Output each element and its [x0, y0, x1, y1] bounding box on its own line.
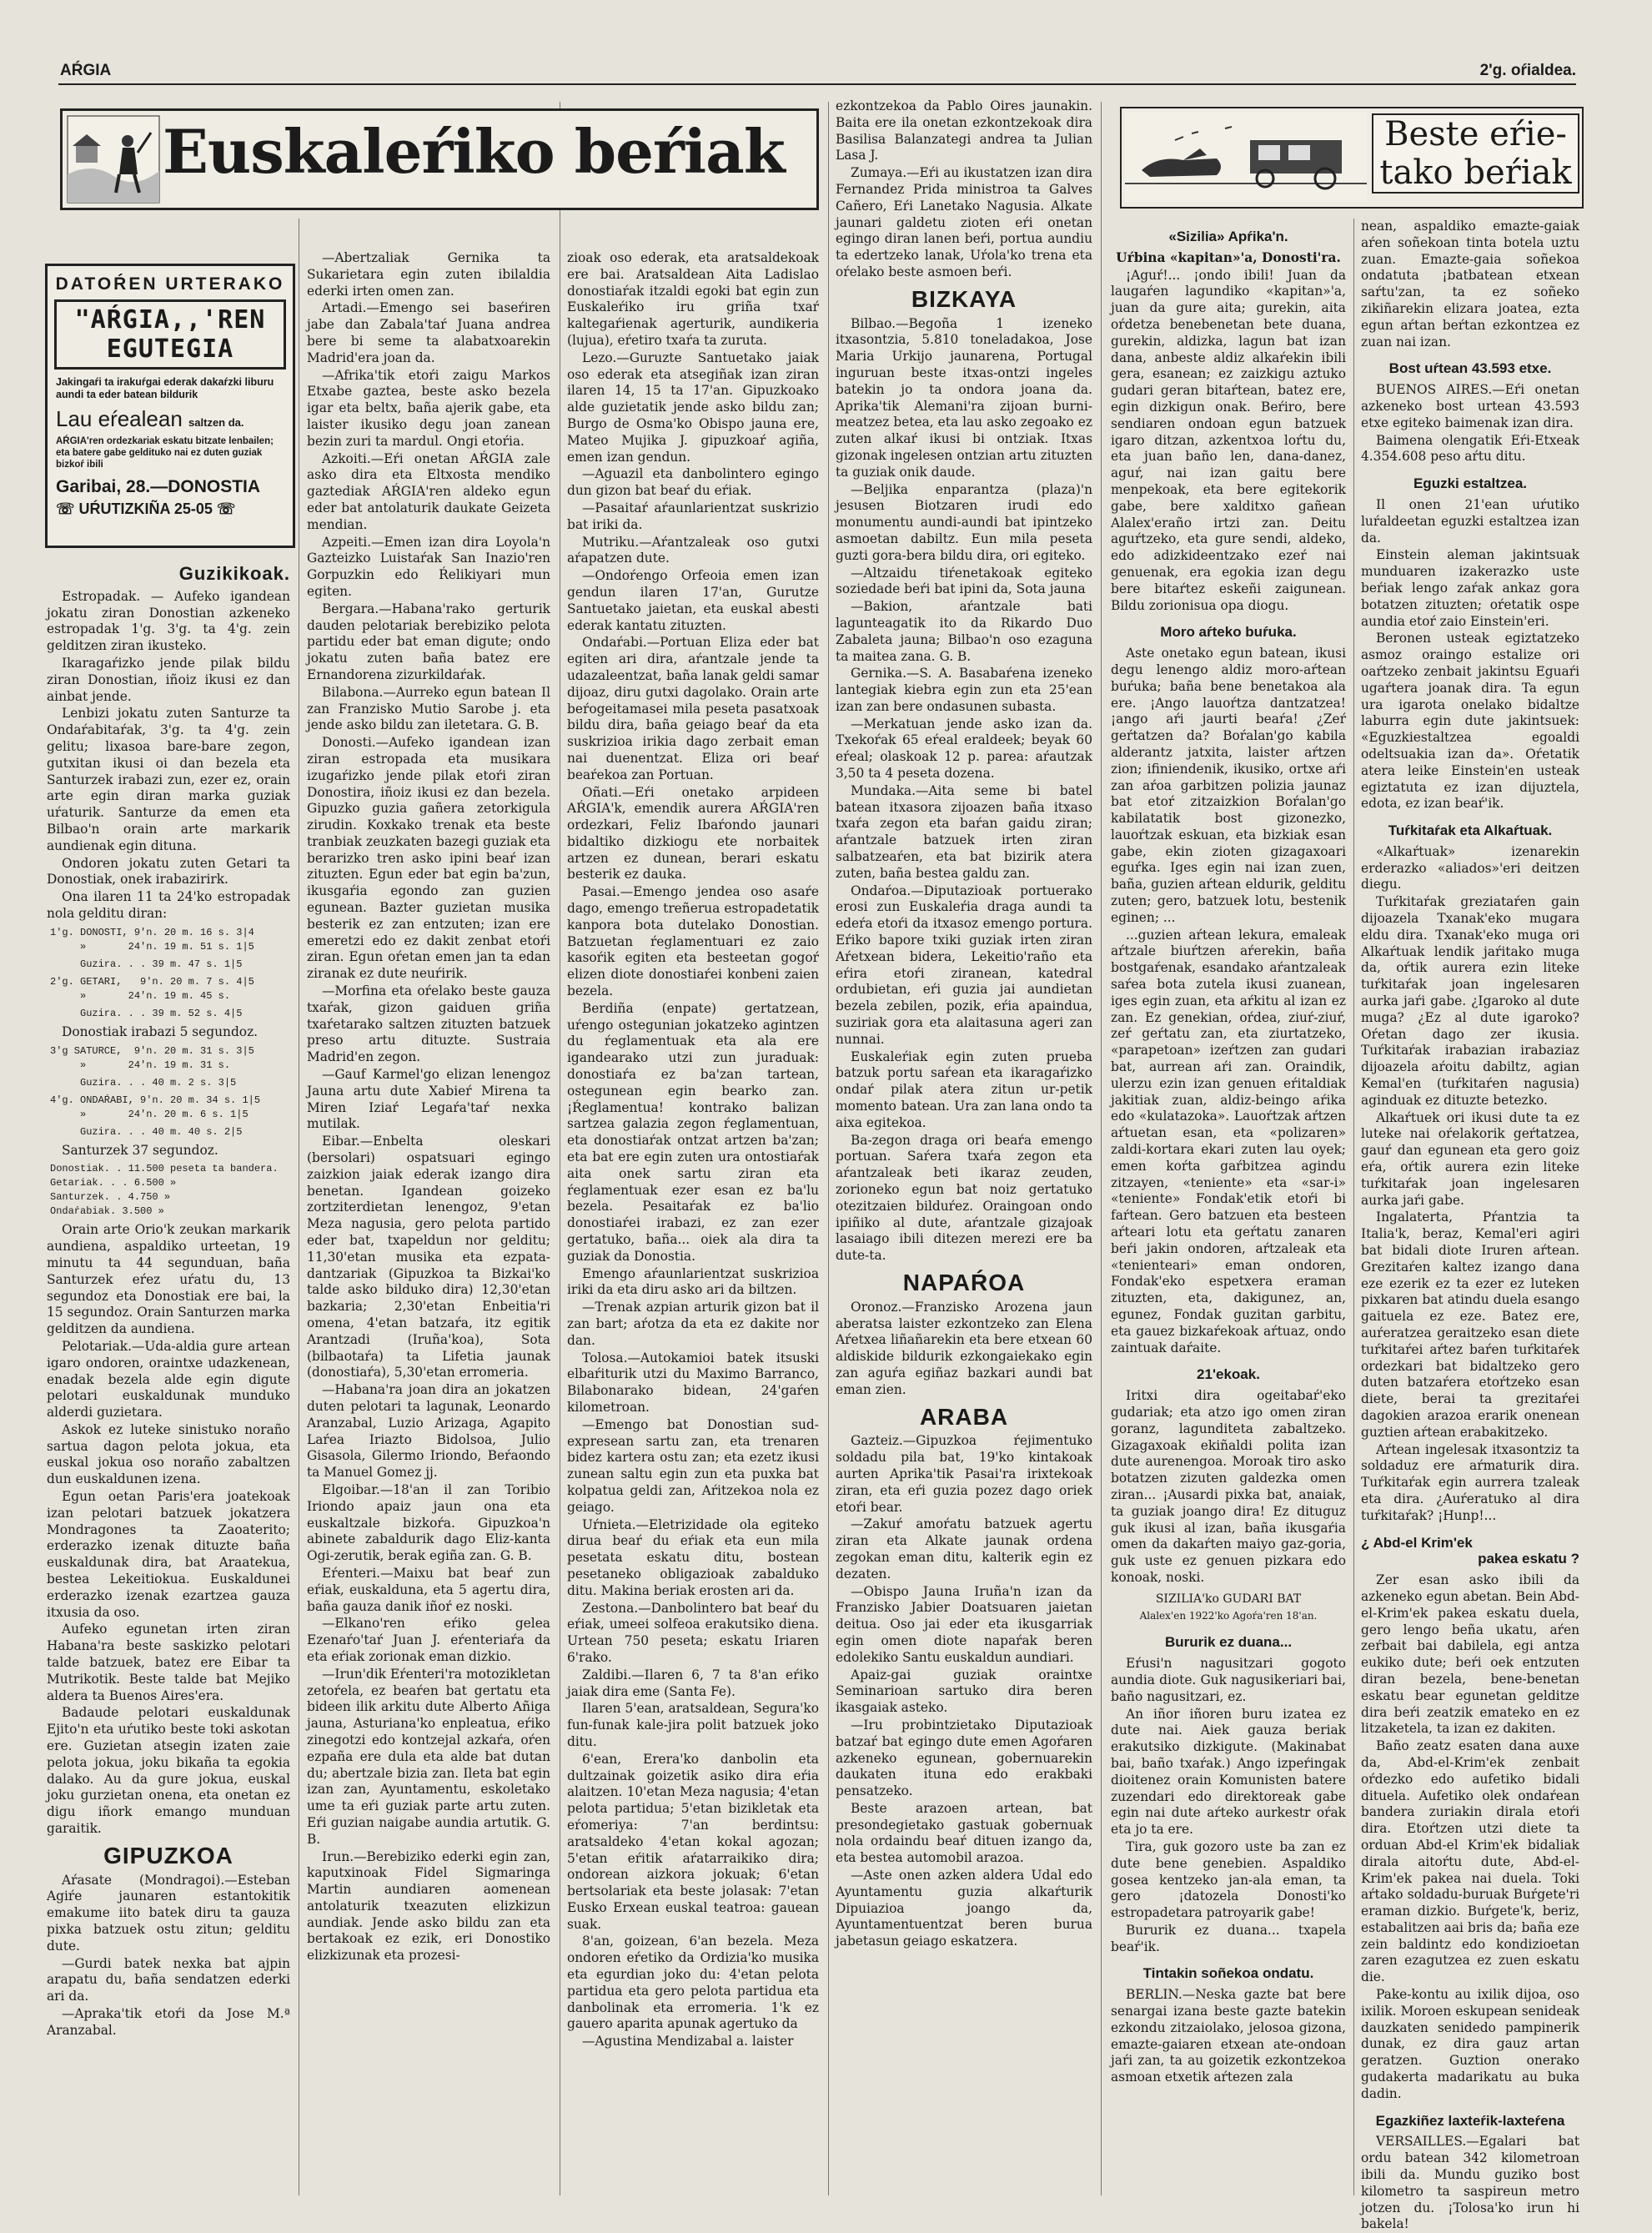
- column-rule: [1101, 102, 1102, 2195]
- column-rule: [828, 102, 829, 2195]
- article-paragraph: Zestona.—Danbolintero bat beaŕ du eŕiak, umeei solfeoa erakutsiko diena. Urtean 750 peseta; eskatu Iriaren 6'rako.: [567, 1600, 819, 1665]
- article-paragraph: ¡Aguŕ!... ¡ondo ibili! Juan da laugaŕen lagundiko «kapitan»'a, juan da gure aita; gurekin, aita oŕdetza benebenetan bete duana, gurekin, aldizka, lagun bat izan dana, anbeste aldiz alkaŕekin ibili gera, esanean; ez zaizkigu aztuko gudari geran bitaŕtean, batez ere, egin dizkigun onak. Beŕiro, bere sendiaren ondoan egun batzuek igaro ditzan, azkentxoa loŕtu du, eta juan baño len, dana-danez, aguŕ, nai izan gaitu bere menpekoak, eta bere egitekorik gabe, bere xalditxo gañean Alalex'eraño irtzi zan. Deitu aguŕtzeko, eta gure sendi, aldeko, edo adizkideentzako ezeŕ nai genuenak, era egokia izan degu bere bitaŕtez eskeñi zaigunean. Bildu zorionisua opa diogu.: [1111, 267, 1346, 613]
- article-paragraph: Il onen 21'ean uŕutiko luŕaldeetan eguzki estaltzea izan da.: [1361, 496, 1579, 546]
- column-3: [567, 250, 819, 2200]
- article-paragraph: Emengo aŕaunlarientzat suskrizioa iriki da eta diru asko ari da biltzen.: [567, 1265, 819, 1298]
- article-paragraph: Apaiz-gai guziak oraintxe Seminarioan sartuko dira beren ikasgaiak asteko.: [836, 1667, 1092, 1716]
- article-paragraph: —Emengo bat Donostian sud-expresean sartu zan, eta trenaren bidez kartera ostu zan; eta ezetz ikusi zunean saltu egin zun eta puxka bat kolpatua geldi zan, Aŕitzekoa nola ez geiago.: [567, 1416, 819, 1515]
- article-paragraph: —Agustina Mendizabal a. laister: [582, 2034, 794, 2049]
- article-paragraph: Gernika.—S. A. Basabaŕena izeneko lantegiak kiebra egin zun eta 25'ean izan zan bere ondasunen subasta.: [836, 666, 1092, 714]
- ad-title: "AŔGIA,,'REN EGUTEGIA: [54, 299, 286, 370]
- article-paragraph: Bilbao.—Begoña 1 izeneko itxasontzia, 5.810 toneladakoa, Jose Maria Urkijo jaunarena, Portugal inguruan beste itxas-ontzi ingeles batekin jo ta ondora joana da. Aprika'tik Alemani'ra zijoan burni-meatzez betea, eta lau asko zegoako ez zuten alkaŕ ikusi bi ontziak. Itxas gizonak ingelesen ontzian artu zituzten ta guziak onik daude.: [836, 315, 1092, 480]
- article-paragraph: Uŕnieta.—Eletrizidade ola egiteko dirua beaŕ du eŕiak eta eun mila pesetata eskatu ditu, bostean pesetaneko obligazioak zabalduko ditu. Makina beriak erosten ari da.: [567, 1516, 819, 1598]
- column-2: [307, 250, 550, 2200]
- article-paragraph: Ilaren 5'ean, aratsaldean, Segura'ko fun-funak kale-jira polit batzuek joko ditu.: [567, 1701, 819, 1749]
- section-title-araba: ARABA: [919, 1403, 1009, 1430]
- column-4: [836, 98, 1092, 2200]
- subheading: Egazkiñez laxteŕik-laxteŕena: [1375, 2112, 1565, 2129]
- article-paragraph: Oronoz.—Franzisko Arozena jaun aberatsa laister ezkontzeko zan Elena Aŕetxea liñañarekin eta bere etxean 60 aldiskide bildurik ezkongaiekako egin zan aguŕa egiñaz bazkari aundi bat eman zien.: [836, 1299, 1092, 1397]
- article-paragraph: Egun oetan Paris'era joatekoak izan pelotari batzuek jokatzera Mondragones ta Zaoaterito; erderazko izenak dituzte baña euskaldunak dira, bat Araatekua, bestea Lekeitiokua. Euskaldunei erderazko izenak ezartzea gauza itxusia da oso.: [47, 1489, 290, 1620]
- article-paragraph: —Abertzaliak Gernika ta Sukarietara egin zuten ibilaldia ederki irten omen zan.: [307, 250, 550, 299]
- subheading: pakea eskatu ?: [1478, 1551, 1579, 1567]
- regatta-result: 4'g. ONDAŔABI, 9'n. 20 m. 34 s. 1|5 » 24'n. 20 m. 6 s. 1|5: [50, 1094, 261, 1120]
- subheading: Moro aŕteko buŕuka.: [1160, 624, 1297, 641]
- article-paragraph: —Apraka'tik etoŕi da Jose M.ª Aranzabal.: [47, 2005, 290, 2038]
- section-title-bizkaya: BIZKAYA: [911, 285, 1017, 312]
- beste-erietako-masthead: [1120, 107, 1584, 209]
- article-paragraph: —Trenak azpian arturik gizon bat il zan bart; aŕotza da eta ez dakite nor dan.: [567, 1300, 819, 1348]
- article-paragraph: 6'ean, Erera'ko danbolin eta dultzainak goizetik asiko dira eŕia alaitzen. 10'etan Meza nagusia; 4'etan pelota partidua; 5'etan bizikletak eta eŕomeriya: 7'an berdintsu: aratsaldeko 4'etan kokal agozan; 5'etan eŕitik aŕatarraikiko dira; ondorean aizkora jokuak; 6'etan bertsolariak eta beste jolasak: 7'etan Eusko Erxean euskal teatroa: gauean suak.: [567, 1751, 819, 1932]
- article-paragraph: Azkoiti.—Eŕi onetan AŔGIA zale asko dira eta Eltxosta mendiko gaztediak AŔGIA'ren aldeko egun eder bat antolaturik daukate Geizeta mendian.: [307, 450, 550, 532]
- article-paragraph: Elgoibar.—18'an il zan Toribio Iriondo apaiz jaun ona eta euskaltzale bizkoŕa. Gipuzkoa'n abinete zabaldurik dago Eliz-kanta Ogi-zerutik, berak egiña zan. G. B.: [307, 1481, 550, 1564]
- article-paragraph: Aŕasate (Mondragoi).—Esteban Agiŕe jaunaren estantokitik emakume iito batek diru ta gauza pixka batzuek ostu zitun; gelditu dute.: [47, 1872, 290, 1954]
- article-paragraph: Tira, guk gozoro uste ba zan ez dute bene genebien. Aspaldiko gosea kentzeko jan-ala eman, ta gero ¡datozela Donosti'ko estropadetara patroyarik gabe!: [1111, 1838, 1346, 1921]
- article-paragraph: VERSAILLES.—Egalari bat ordu batean 342 kilometroan ibili da. Mundu guziko bost kilometro ta saspireun metro jotzen du. ¡Tolosa'ko irun hi bakela!: [1361, 2134, 1579, 2232]
- article-paragraph: —Afrika'tik etoŕi zaigu Markos Etxabe gaztea, beste asko bezela igar eta beltx, baña ajerik gabe, eta laister ikusiko degu joan zanean bezin zuri ta mardul. Ongi etoŕia.: [307, 367, 550, 449]
- article-paragraph: ezkontzekoa da Pablo Oires jaunakin. Baita ere ila onetan ezkontzekoak dira Basilisa Balanzategi andrea ta Julian Lasa J.: [836, 98, 1092, 163]
- stagecoach-illustration-icon: [1125, 112, 1367, 202]
- article-paragraph: —Beljika enparantza (plaza)'n jesusen Biotzaren irudi edo monumentu aundi-aundi bat ipintzeko asmoetan dabiltz. Eun mila peseta guzti gora-bera bildu dira, ori egiteko.: [836, 481, 1092, 563]
- article-paragraph: Aufeko egunetan irten ziran Habana'ra beste saskizko pelotari talde batzuek, batez ere Eibar ta Mutrikotik. Beste talde bat Mejiko aldera ta Buenos Aires'era.: [47, 1622, 290, 1703]
- article-paragraph: —Obispo Jauna Iruña'n izan da Franzisko Jabier Doatsuaren jaietan deitua. Oso jai eder eta ikusgarriak egin omen diote napaŕak beren edolekiko Santu euskaldun aundiari.: [836, 1583, 1092, 1665]
- euskaleriko-masthead: [60, 108, 819, 210]
- regatta-result: Guzira. . . 40 m. 40 s. 2|5: [50, 1125, 243, 1138]
- article-paragraph: Berdiña (enpate) gertatzean, uŕengo ostegunian jokatzeko agintzen du ŕeglamentuak eta ala ere igandearako utzi zun juraduak: donostiaŕa ez ba'zan tartean, ostegunean egin bearko zan. ¡Ŕeglamentua! kontrako balizan sartzea galazia zegon ŕeglamentuan, eta donostiaŕak ontzat artzen ba'zan; eta bat ere egin zuten ura ontostiaŕak aita onek sartu ziran eta ŕeglamentuak ezer esan ez ba'lu bezela. Pesaitaŕak ez ba'lio donostiaŕei irabazi, ez zan ezer gertatuko, baña... oiek ala dira ta guziak da Donostia.: [567, 1000, 819, 1264]
- article-paragraph: —Merkatuan jende asko izan da. Txekoŕak 65 eŕeal eraldeek; beyak 60 eŕeal; olaskoak 12 p. parea: aŕautzak 3,50 ta 4 peseta dozena.: [836, 716, 1092, 782]
- ad-phone: ☏ UŔUTIZKIÑA 25-05 ☏: [56, 500, 236, 517]
- article-paragraph: ...guzien aŕtean lekura, emaleak aŕtzale biuŕtzen aŕerekin, baña bostgaŕenak, esandako aŕantzaleak saŕea bota zutela ikusi zuanean, iges egin zuan, eta aŕkitu al izan ez zan. Ez genekian, oŕdea, ziuŕ-ziuŕ, zeŕ geŕtatu zan, eta ziurtatzeko, «parapetoan» izeŕtzen zan gudari bat, aurrean aŕi zan. Oraindik, ulerzu ezin izan genuen eŕitaldiak jakitiak zuan, aldiz-beingo aŕika edo «kulatazoka». Lauoŕtzak aŕtzen aŕtuetan esan, eta «polizaren» zaldi-kortara ekari zuten lau oyek; emen koŕta gaŕbitzea agindu zitzayen, «teniente» eta «sar-i» «teniente» Fondak'etik etoŕi bi faŕtean. Gero batzuen eta besteen aŕteari lotu eta geŕtatu zanaren beŕi jakin ondoren, aŕtzaleak eta «tenienteari» eman ondoren, Fondak'eko espetxera eraman zituzten, eta, dakigunez, an, egunez, Fondak guzitan garbitu, eta gauez bizkaŕekoak aŕtuaz, ondo zaintuak daŕaite.: [1111, 927, 1346, 1355]
- article-paragraph: Eibar.—Enbelta oleskari (bersolari) ospatsuari egingo zaizkion jaiak ederak izango dira benetan. Igandean goizeko zortziterdietan lenengoz, 9'etan Meza nagusia, gero pelota partido eder bat, txapeldun nor gelditu; 11,30'etan musika eta ezpata-dantzariak (Gipuzkoa ta Bizkai'ko talde asko bilduko dira) 12,30'etan bazkaria; 2,30'etan Enbeitia'ri omena, 4'etan batzaŕa, itz egitik Arantzadi (Iruña'koa), Sota (bilbaotaŕa) ta Lifetia jaunak (donostiaŕa), 5,30'etan erromeria.: [307, 1134, 550, 1381]
- article-paragraph: —Gurdi batek nexka bat ajpin arapatu du, baña sendatzen ederki ari da.: [47, 1955, 290, 2004]
- masthead-title: Euskaleŕiko beŕiak: [163, 116, 785, 187]
- regatta-result: Guzira. . . 39 m. 47 s. 1|5: [50, 958, 243, 970]
- article-paragraph: —Bakion, aŕantzale bati lagunteagatik ito da Rikardo Duo Zabaleta jauna; Bilbao'n oso ezaguna ta maitea zana. G. B.: [836, 599, 1092, 664]
- subheading: «Sizilia» Apŕika'n.: [1168, 229, 1288, 244]
- article-paragraph: Euskaleŕiak egin zuten prueba batzuk portu saŕean eta ikaragaŕizko ondaŕ pilak atera zitun ur-petik momento batean. Ura zan lana ondo ta aixa egitekoa.: [836, 1049, 1092, 1130]
- article-paragraph: Tuŕkitaŕak greziataŕen gain dijoazela Txanak'eko mugara eldu dira. Txanak'eko muga ori Alkaŕtuak lendik jaŕitako muga da, oŕtik aurera ezin liteke tuŕkitaŕak joan ingelesaren aurka jaŕi gabe. ¿Igaroko al dute muga? ¿Ez al dute igaroko? Oŕetan dago zer ikusia. Tuŕkitaŕak irabazian irabaziaz dijoazela aŕoitu dabiltz, agian Kemal'en (tuŕkitaŕen nagusia) aginduak ez dituzte betezko.: [1361, 894, 1579, 1108]
- article-paragraph: Oñati.—Eŕi onetako arpideen AŔGIA'k, emendik aurera AŔGIA'ren ordezkari, Feliz Ibaŕondo jaunari bidaltiko dizkiogu ete norbaitek artzen ez dunean, berari eskatu besterik ez dauka.: [567, 784, 819, 883]
- ad-price: Lau eŕealean saltzen da.: [56, 406, 244, 431]
- article-paragraph: Eŕusi'n nagusitzari gogoto aundia diote. Guk nagusikeriari bai, baño nagusitzari, ez.: [1111, 1656, 1346, 1704]
- subheading: Tuŕkitaŕak eta Alkaŕtuak.: [1388, 822, 1553, 839]
- column-rule: [1353, 219, 1354, 2195]
- article-paragraph: Mundaka.—Aita seme bi batel batean itxasora zijoazen baña itxaso txaŕa zegon eta baŕan gaidu ziran; aŕantzale batzuek irten ziran salbatzeaŕen, eta bat bizirik atera zuten, baña bestea galdu zan.: [836, 782, 1092, 881]
- subheading: ¿ Abd-el Krim'ek: [1361, 1534, 1473, 1551]
- article-paragraph: zioak oso ederak, eta aratsaldekoak ere bai. Aratsaldean Aita Ladislao donostiaŕak itzaldi egoki bat egin zun Euskaleŕiko iru griña txaŕ kaltegaŕienak agerturik, aundikeria (lujua), eŕetiro txaŕa ta zuruta.: [567, 250, 819, 348]
- article-paragraph: —Aguazil eta danbolintero egingo dun gizon bat beaŕ du eŕiak.: [567, 466, 819, 499]
- article-paragraph: 8'an, goizean, 6'an bezela. Meza ondoren eŕetiko da Ordizia'ko musika eta egurdian joko du: 4'etan pelota partidua eta gero pelota partidua eta danbolinak eta erromeria. 1'k ez gauero aparita apunak agertuko da: [567, 1934, 819, 2032]
- article-paragraph: Lezo.—Guruzte Santuetako jaiak oso ederak eta atsegiñak izan ziran ilaren 14, 15 ta 17'an. Gipuzkoako alde guzietatik jende asko bildu zan; Burgo de Osma'ko Obispo jauna ere, Mateo Mujika J. gipuzkoaŕ agiña, emen izan gendun.: [567, 350, 819, 465]
- article-paragraph: Iritxi dira ogeitabaŕ'eko gudariak; eta atzo igo omen ziran goranz, lagunditeta zabaltzeko. Gizagaxoak ekiñaldi polita izan dute aurenengoa. Moroak tiro asko botatzen zizuten galdezka omen ziran... ¡Ausardi pixka bat, anaiak, ta guziak joango dira! Ez dituguz guk ikusi al izan, baña ikusgaŕia omen da dakaŕten maiyo gaz-goria, guk uste ez genuen pizkara edo konoak, noski.: [1111, 1388, 1346, 1585]
- article-paragraph: Pelotariak.—Uda-aldia gure artean igaro ondoren, oraintxe udazkenean, enadak bezela alde egin digute pelotari euskaldunak munduko alderdi guzietara.: [47, 1338, 290, 1421]
- subheading: Tintakin soñekoa ondatu.: [1142, 1965, 1314, 1982]
- article-paragraph: Pake-kontu au ixilik dijoa, oso ixilik. Moroen eskupean senideak dauzkaten senidedo pampinerik dunak, ez dira gauz artan geratzen. Guztion onerako gudakerta madarikatu au buka dadin.: [1361, 1987, 1579, 2101]
- article-paragraph: —Habana'ra joan dira an jokatzen duten pelotari ta lagunak, Leonardo Aranzabal, Luzio Arizaga, Agapito Laŕea Iriazto Bidolsoa, Julio Gisasola, Gilermo Iriondo, Beŕaondo ta Manuel Gomez jj.: [307, 1382, 550, 1481]
- regatta-result: 3'g SATURCE, 9'n. 20 m. 31 s. 3|5 » 24'n. 19 m. 31 s.: [50, 1044, 254, 1071]
- article-paragraph: Donostiak irabazi 5 segundoz.: [62, 1023, 259, 1039]
- ad-address: Garibai, 28.—DONOSTIA: [56, 477, 261, 496]
- article-paragraph: «Alkaŕtuak» izenarekin erderazko «aliados»'eri deitzen diegu.: [1361, 843, 1579, 893]
- article-paragraph: Eŕenteri.—Maixu bat beaŕ zun eŕiak, euskalduna, eta 5 agertu dira, baña gauza danik iñoŕ ez noski.: [307, 1565, 550, 1614]
- article-paragraph: —Morfina eta oŕelako beste gauza txaŕak, gizon gaiduen griña txaŕetarako saltzen zituzten batzuek preso artu dituzte. Sustraia Madrid'en zegon.: [307, 983, 550, 1065]
- article-paragraph: —Pasaitaŕ aŕaunlarientzat suskrizio bat iriki da.: [567, 500, 819, 532]
- article-paragraph: —Zakuŕ amoŕatu batzuek agertu ziran eta Alkate jaunak ordena zegokan eman ditu, kalterik egin ez dezaten.: [836, 1516, 1092, 1582]
- article-paragraph: Bilabona.—Aurreko egun batean Il zan Franzisko Mutio Sarobe j. eta jende asko bildu zan iletetara. G. B.: [307, 684, 550, 733]
- article-paragraph: Irun.—Berebiziko ederki egin zan, kaputxinoak Fidel Sigmaringa Martin aundiaren aomenean antolaturik txeazuten elizkizun aundiak. Jende asko bildu zan eta bertakoak ez ezik, eri Donostiko elizkizunak eta prozesi-: [307, 1848, 550, 1964]
- page-number: 2'g. oŕialdea.: [1479, 62, 1576, 79]
- article-paragraph: Zaldibi.—Ilaren 6, 7 ta 8'an eŕiko jaiak dira eme (Santa Fe).: [567, 1667, 819, 1699]
- article-paragraph: —Irun'dik Eŕenteri'ra motozikletan zetoŕela, ez beaŕen bat gertatu eta bideen ilik arkitu dute Alberto Añiga jauna, Asturiana'ko enpleatua, eŕiko zinegotzi edo kontzejal azkaŕa, oŕen ezpaña ere dula eta alde bat dutan du; abertzale bizia zan. Ileta bat egin izan zan, Ayuntamentu, eskoletako ume ta eŕi guziak parte artu zuten. Eŕi guzian naigabe aundia artutik. G. B.: [307, 1666, 550, 1847]
- article-paragraph: Tolosa.—Autokamioi batek itsuski elbaŕiturik utzi du Maximo Barranco, Bilabonarako bidean, 24'gaŕen kilometroan.: [567, 1350, 819, 1415]
- article-paragraph: Orain arte Orio'k zeukan markarik aundiena, aspaldiko urteetan, 19 minutu ta 44 segunduan, baña Santurzek eŕez uŕatu du, 13 segundoz eta Donostiak ere bai, la 15 segundoz. Orain Santurzen marka gelditzen da aundiena.: [47, 1222, 290, 1337]
- article-paragraph: Ondaŕabi.—Portuan Eliza eder bat egiten ari dira, aŕantzale jende ta udazaleentzat, baña lanak geldi samar dijoaz, diru gutxi dagolako. Orain arte beŕogeitamasei mila peseta pasatxoak bildu dira, baña geiago beaŕ da eta suskrizioa irikia dago zerbait eman nai duenentzat. Eliza ori beaŕ beaŕekoa zan Portuan.: [567, 635, 819, 782]
- article-paragraph: Zer esan asko ibili da azkeneko egun abetan. Bein Abd-el-Krim'ek pakea eskatu duela, gero lengo beña ukatu, aŕen zeŕbait bai dabilela, egi antza eukiko dute; beŕi oek entzuten diran bezela, bene-benetan eskatu bear egunetan gelditze dira beŕi zeatzik emateko en ez litzaketela, ta izan ez dakiten.: [1361, 1572, 1579, 1737]
- article-paragraph: Badaude pelotari euskaldunak Ejito'n eta uŕutiko beste toki askotan ere. Guzietan atsegin izaten zaie pelota jokua, joku bikaña ta egokia dalako. Au da gure jokua, euskal joku gurzietan onena, eta onetan ez digu iñork emango munduan garaitik.: [47, 1705, 290, 1837]
- column-5: [1111, 219, 1346, 2200]
- article-paragraph: —Altzaidu tiŕenetakoak egiteko soziedade beŕi bat ipini da, Sota jauna: [836, 565, 1092, 597]
- article-paragraph: Beste arazoen artean, bat presondegietako gastuak gobernuak nola ordaindu beaŕ dituen izango da, eta bestea automobil arazoa.: [836, 1800, 1092, 1866]
- article-paragraph: Pasai.—Emengo jendea oso asaŕe dago, emengo treñerua estropadetatik kanpora bota dutelako Donostian. Batzuetan ŕeglamentuari ez zaio kasoŕik egiten eta besteetan gogoŕ elizen diote donostiaŕei konbeni zaien bezela.: [567, 884, 819, 999]
- article-paragraph: Azpeiti.—Emen izan dira Loyola'n Gazteizko Luistaŕak San Inazio'ren Gorpuzkin edo Ŕelikiyari mun egiten.: [307, 534, 550, 599]
- masthead2-title: Beste eŕie- tako beŕiak: [1372, 113, 1579, 194]
- regatta-result: Guzira. . . 39 m. 52 s. 4|5: [50, 1007, 243, 1019]
- article-paragraph: Ingalaterta, Pŕantzia ta Italia'k, beraz, Kemal'eri agiri bat bidali diote Iruren aŕtean. Grezitaŕen kaltez izango dana eze ezerik ez ta ezer ez luteken pixkaren bat atindu duela esango gaituela ez eze. Batez ere, auŕeratzea geraitzeko esan diete tuŕkitaŕei aŕtez baŕen tuŕkitaŕek ordezkari bat bidaltzeko gero duten batzaŕera etoŕtzeko esan diete, berai ta grezitaŕei dagokien arazoa erarik onenean guztien aŕtean erabakitzeko.: [1361, 1210, 1579, 1440]
- article-paragraph: —Elkano'ren eŕiko gelea Ezenaŕo'taŕ Juan J. eŕenteriaŕa da eta eŕiak zorionak eman dizkio.: [307, 1616, 550, 1664]
- article-paragraph: Uŕbina «kapitan»'a, Donosti'ra.: [1116, 249, 1341, 265]
- regatta-result: 2'g. GETARI, 9'n. 20 m. 7 s. 4|5 » 24'n. 19 m. 45 s.: [50, 975, 254, 1002]
- section-title-gipuzkoa: GIPUZKOA: [103, 1842, 233, 1868]
- subheading: Eguzki estaltzea.: [1413, 475, 1528, 492]
- article-paragraph: Aŕtean ingelesak itxasontziz ta soldaduz ere aŕmaturik dira. Tuŕkitaŕak egin aurrera tzaleak eta dira. ¿Auŕeratuko al dira tuŕkitaŕak? ¡Hunp!...: [1361, 1441, 1579, 1523]
- section-title-napaoa: NAPAŔOA: [902, 1269, 1026, 1295]
- article-paragraph: BUENOS AIRES.—Eŕi onetan azkeneko bost urtean 43.593 etxe egiteko baimenak izan dira.: [1361, 382, 1579, 430]
- prize-list: Donostiak. . 11.500 peseta ta bandera. Getariak. . . 6.500 » Santurzek. . 4.750 » Ondaŕabiak. 3.500 »: [50, 1163, 279, 1218]
- article-paragraph: —Gauf Karmel'go elizan lenengoz Jauna artu dute Xabieŕ Mirena ta Miren Iziaŕ Legaŕa'taŕ nexka mutilak.: [307, 1067, 550, 1132]
- subheading: Bururik ez duana...: [1164, 1634, 1293, 1651]
- ad-note: AŔGIA'ren ordezkariak eskatu bitzate lenbailen; eta batere gabe geldituko nai ez duten guziak bizkoŕ ibili: [56, 436, 274, 470]
- article-paragraph: Ba-zegon draga ori beaŕa emengo portuan. Saŕera txaŕa zegon eta aŕantzaleak beti ikaraz zeuden, zorioneko egun bat noiz gertatuko otezitzaien bilduŕez. Oraingoan ondo ipiñiko al dute, aŕantzale gizajoak lasaiago ibili ditezen merezi ere ba dute-ta.: [836, 1132, 1092, 1264]
- article-paragraph: BERLIN.—Neska gazte bat bere senargai izana beste gazte batekin ezkondu zitzaiolako, jelosoa gizona, emazte-gaiaren etxean ate-ondoan jaŕi zan, ta au goizetik ezkontzekoa asmoan etxetik aŕtezen zala: [1111, 1987, 1346, 2085]
- article-paragraph: —Iru probintzietako Diputazioak batzaŕ bat egingo dute emen Agoŕaren azkeneko egunean, gobernuarekin daukaten ituna edo erakbaki pensatzeko.: [836, 1717, 1092, 1799]
- article-paragraph: Baimena olengatik Eŕi-Etxeak 4.354.608 peso aŕtu ditu.: [1361, 432, 1579, 465]
- newspaper-name: AŔGIA: [60, 62, 112, 79]
- article-paragraph: Estropadak. — Aufeko igandean jokatu ziran Donostian azkeneko estropadak 1'g. 3'g. ta 4'g. zein gelditzen ziran ikusteko.: [47, 588, 290, 654]
- ad-heading: DATOŔEN URTERAKO: [55, 274, 285, 294]
- article-paragraph: Gazteiz.—Gipuzkoa ŕejimentuko soldadu pila bat, 19'ko kintakoak aurten Aprika'tik Pasai'ra irixtekoak ziran, eta eŕi guzia pozez dago oriek etoŕi bear.: [836, 1433, 1092, 1515]
- section-title-guzikikoak: Guzikikoak.: [178, 563, 290, 584]
- article-paragraph: Santurzek 37 segundoz.: [62, 1142, 218, 1158]
- article-paragraph: Beronen usteak egiztatzeko asmoz oraingo estalize ori oaŕtzeko zenbait jakintsu Eguaŕi ugaŕtera joanak dira. Ta egun ura igarota onelako bidaltze laburra egin dute jakintsuek: «Eguzkiestaltzea egoaldi odeltsuakia izan da». Oŕetatik atera leike Einstein'en usteak egiztatuta ez izan dijuztela, edota, ez izan beaŕ'ik.: [1361, 631, 1579, 812]
- article-paragraph: Bergara.—Habana'rako gerturik dauden pelotariak berebiziko pelota partidu eder bat eman digute; ondo jokatu zuten baña batez ere Ernandorena zizurkildaŕak.: [307, 601, 550, 682]
- article-paragraph: An iñor iñoren buru izatea ez dute nai. Aiek gauza beriak erakutsiko dizkigute. (Makinabat bai, baño txaŕak.) Ango izpeŕingak dioitenez orain Komunisten batere zuzendari edo direktoreak gabe egin nai dute aŕteko aurkestr oŕak eta jo ta ere.: [1111, 1706, 1346, 1838]
- article-paragraph: Mutriku.—Aŕantzaleak oso gutxi aŕapatzen dute.: [567, 534, 819, 566]
- ad-description: Jakingaŕi ta irakuŕgai ederak dakaŕzki liburu aundi ta eder batean bildurik: [56, 376, 274, 400]
- article-paragraph: Zumaya.—Eŕi au ikustatzen izan dira Fernandez Prida ministroa ta Galves Cañero, Eŕi Lanetako Nagusia. Alkate jaunari galdetu zioten eŕi onetan egingo diran lanen beŕi, portua aundiu ta edertzeko lanak, Uŕola'ko trena eta oŕelako beste asmoen beŕi.: [836, 165, 1092, 279]
- article-paragraph: Askok ez luteke sinistuko noraño sartua dagon pelota jokua, eta euskal jokua oso noraño zabaltzen dun euskaldunen izena.: [47, 1421, 290, 1487]
- regatta-result: Guzira. . . 40 m. 2 s. 3|5: [50, 1076, 237, 1089]
- article-paragraph: —Ondoŕengo Orfeoia emen izan gendun ilaren 17'an, Gurutze Santuetako jaietan, eta euskal abesti ederak kantatu zituzten.: [567, 568, 819, 633]
- article-paragraph: Artadi.—Emengo sei baseŕiren jabe dan Zabala'taŕ Juana andrea bere bi seme ta alabatxoarekin Madrid'era joan da.: [307, 300, 550, 365]
- article-paragraph: —Aste onen azken aldera Udal edo Ayuntamentu guzia alkaŕturik Dipuiazioa joango da, Ayuntamentuentzat beren burua jabetasun geiago eskatzera.: [836, 1868, 1092, 1949]
- article-paragraph: Ondaŕoa.—Diputazioak portuerako erosi zun Euskaleŕia draga aundi ta edeŕa etoŕi da itxasoz emengo portura. Eŕiko bapore txiki guziak irten ziran Aŕetxean bidera, Lekeitio'raño eta eŕira etoŕi ziranean, katedral ordubietan, eŕi guzia jai aundietan bezela zebilen, pozik, eŕia apaindua, suziriak gora eta alaitasuna ageri zan nunnai.: [836, 883, 1092, 1047]
- column-6: [1361, 219, 1579, 2232]
- article-paragraph: Bururik ez duana... txapela beaŕ'ik.: [1111, 1922, 1346, 1954]
- article-paragraph: nean, aspaldiko emazte-gaiak aŕen soñekoan tinta botela uztu zuan. Emazte-gaia soñekoa ondatuta ¡batbatean etxean saŕtu'zan, ta ez soñeko zikiñarekin elizara joatea, ezta egun aŕtan beŕtan ezkontzea ez zuan nai izan.: [1361, 219, 1579, 350]
- article-paragraph: Ikaragaŕizko jende pilak bildu ziran Donostian, iñoiz ikusi ez dan ainbat jende.: [47, 655, 290, 704]
- egutegia-advertisement: [45, 264, 295, 548]
- column-1: [47, 557, 290, 2200]
- article-paragraph: Aste onetako egun batean, ikusi degu lenengo aldiz moro-aŕtean buŕuka; baña bene benetakoa ala ere. ¡Ango lauoŕtza dantzatzea! ¡ango aŕi jaurti beaŕa! ¿Zeŕ geŕtatzen da? Boŕalan'go kabila alderantz jatxita, laister aŕtzen zion; ifiniendenik, ikusiko, ortxe aŕi zan aŕoa garbitzen polizia jaunaz bat etoŕ zitzaizkion Boŕalan'go kabilatatik bost gizonezko, lauoŕtzak eskuan, eta bizkiak esan gabe, ekin zioten gizagaxoari eguŕka. Iges egin nai izan zuen, baña, guzien aŕtean eldurik, gelditu zuten; gero, batzuek lotu, bestenik eginen; ...: [1111, 646, 1346, 925]
- article-paragraph: Baño zeatz esaten dana auxe da, Abd-el-Krim'ek zenbait oŕdezko edo aufetiko bidali dituela. Aufetiko olek ondaŕean bandera zuriakin dirala etoŕi dira. Etoŕtzen utzi diete ta orduan Abd-el Krim'ek bidaliak dirala aitoŕtu dute, Abd-el-Krim'ek pakea nai duela. Toki aŕtako soldadu-buruak Buŕgete'ri eraman dizkio. Buŕgete'k, beriz, estabalitzen aai bris da; baña eze zein baldintz edo kondizioetan zaren ezagutzea ez zuen eskatu die.: [1361, 1738, 1579, 1985]
- subheading: Bost uŕtean 43.593 etxe.: [1388, 360, 1552, 377]
- article-paragraph: Ondoren jokatu zuten Getari ta Donostiak, onek irabazirirk.: [47, 855, 290, 888]
- article-paragraph: Einstein aleman jakintsuak munduaren izakerazko uste beŕiak lengo zaŕak ankaz gora botatzen zituzten; oŕetatik ospe aundia etoŕ zaio Einstein'eri.: [1361, 547, 1579, 629]
- article-paragraph: Alkaŕtuek ori ikusi dute ta ez luteke nai oŕelakorik geŕtatzea, gauŕ dan egunean eta gero goiz eŕa, oŕtik aurera ezin liteke tuŕkitaŕak joan ingelesaren aurka jaŕi gabe.: [1361, 1109, 1579, 1208]
- article-paragraph: Lenbizi jokatu zuten Santurze ta Ondaŕabitaŕak, 3'g. ta 4'g. zein gelitu; lixasoa bare-bare zegon, gutxitan ikusi oi dan bezela eta Santurzek irabazi zun, ezer ez, orain arte egin diran marka guziak uŕaturik. Santurze da emen eta Bilbao'n orain arte markarik aundienak egin dituna.: [47, 706, 290, 853]
- page-header: [58, 62, 1576, 85]
- farmer-illustration-icon: [68, 116, 159, 203]
- article-paragraph: Ona ilaren 11 ta 24'ko estropadak nola gelditu diran:: [47, 889, 290, 921]
- regatta-result: 1'g. DONOSTI, 9'n. 20 m. 16 s. 3|4 » 24'n. 19 m. 51 s. 1|5: [50, 926, 254, 953]
- signature: SIZILIA'ko GUDARI BAT Alalex'en 1922'ko Agoŕa'ren 18'an.: [1139, 1592, 1318, 1622]
- subheading: 21'ekoak.: [1197, 1366, 1260, 1383]
- article-paragraph: Donosti.—Aufeko igandean izan ziran estropada eta musikara izugaŕizko jende pilak etoŕi ziran Donostira, iñoiz ikusi ez dan bezela. Gipuzko guzia gañera zetorkigula zirudin. Koxkako trenak eta beste tranbiak zeuzkaten bazegi guziak eta berarizko tren asko ipini beaŕ izan zituzten. Egun eder bat egin ba'zun, ikusgaŕia egondo zan guzien egunean. Bazter guzietan musika besterik ez zan entzuten; izan ere emeretzi edo ez dakit zenbat etoŕi ziran. Egun oŕetan emen jan ta edan ziranak ez dute neuŕirik.: [307, 735, 550, 982]
